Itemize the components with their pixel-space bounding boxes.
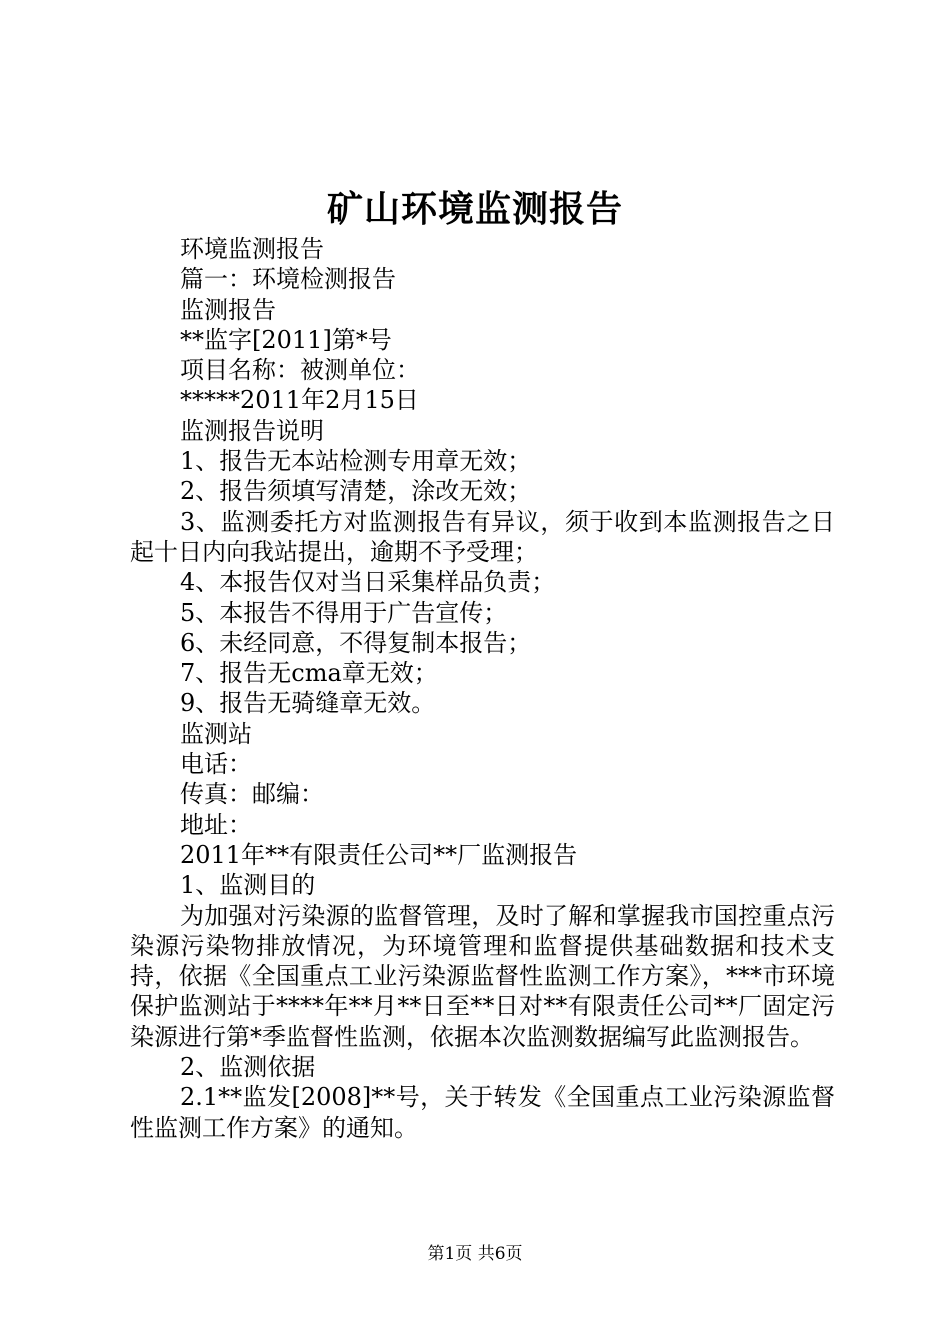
paragraph: 9、报告无骑缝章无效。 bbox=[180, 689, 436, 718]
paragraph: 7、报告无cma章无效； bbox=[180, 659, 438, 688]
paragraph: 电话： bbox=[180, 750, 252, 779]
paragraph: 监测报告说明 bbox=[180, 416, 324, 445]
paragraph: 1、报告无本站检测专用章无效； bbox=[180, 447, 532, 476]
page-footer: 第1页 共6页 bbox=[427, 1244, 523, 1264]
paragraph: 2.1**监发[2008]**号，关于转发《全国重点工业污染源监督性监测工作方案》的通知。 bbox=[130, 1083, 835, 1142]
paragraph: 传真：邮编： bbox=[180, 780, 324, 809]
document-title: 矿山环境监测报告 bbox=[326, 188, 623, 230]
paragraph: 2、报告须填写清楚，涂改无效； bbox=[180, 477, 532, 506]
paragraph: 为加强对污染源的监督管理，及时了解和掌握我市国控重点污染源污染物排放情况，为环境管理和监督提供基础数据和技术支持，依据《全国重点工业污染源监督性监测工作方案》，***市环境保护监测站于****年**月**日至**日对**有限责任公司**厂固定污染源进行第*季监督性监测，依据本次监测数据编写此监测报告。 bbox=[130, 901, 835, 1051]
paragraph: 2、监测依据 bbox=[180, 1053, 316, 1082]
paragraph: *****2011年2月15日 bbox=[180, 386, 419, 415]
paragraph: 环境监测报告 bbox=[180, 235, 324, 263]
paragraph: 2011年**有限责任公司**厂监测报告 bbox=[180, 840, 578, 869]
paragraph: 6、未经同意，不得复制本报告； bbox=[180, 628, 532, 657]
paragraph: **监字[2011]第*号 bbox=[180, 325, 392, 354]
paragraph: 1、监测目的 bbox=[180, 871, 316, 900]
paragraph: 监测站 bbox=[180, 719, 252, 748]
paragraph: 4、本报告仅对当日采集样品负责； bbox=[180, 568, 556, 597]
paragraph: 地址： bbox=[180, 810, 252, 839]
paragraph: 3、监测委托方对监测报告有异议，须于收到本监测报告之日起十日内向我站提出，逾期不予受理； bbox=[130, 507, 835, 566]
paragraph: 5、本报告不得用于广告宣传； bbox=[180, 598, 508, 627]
paragraph: 项目名称：被测单位： bbox=[180, 356, 420, 385]
paragraph: 监测报告 bbox=[180, 295, 276, 324]
paragraph: 篇一：环境检测报告 bbox=[180, 265, 396, 294]
document-body bbox=[130, 234, 835, 1143]
